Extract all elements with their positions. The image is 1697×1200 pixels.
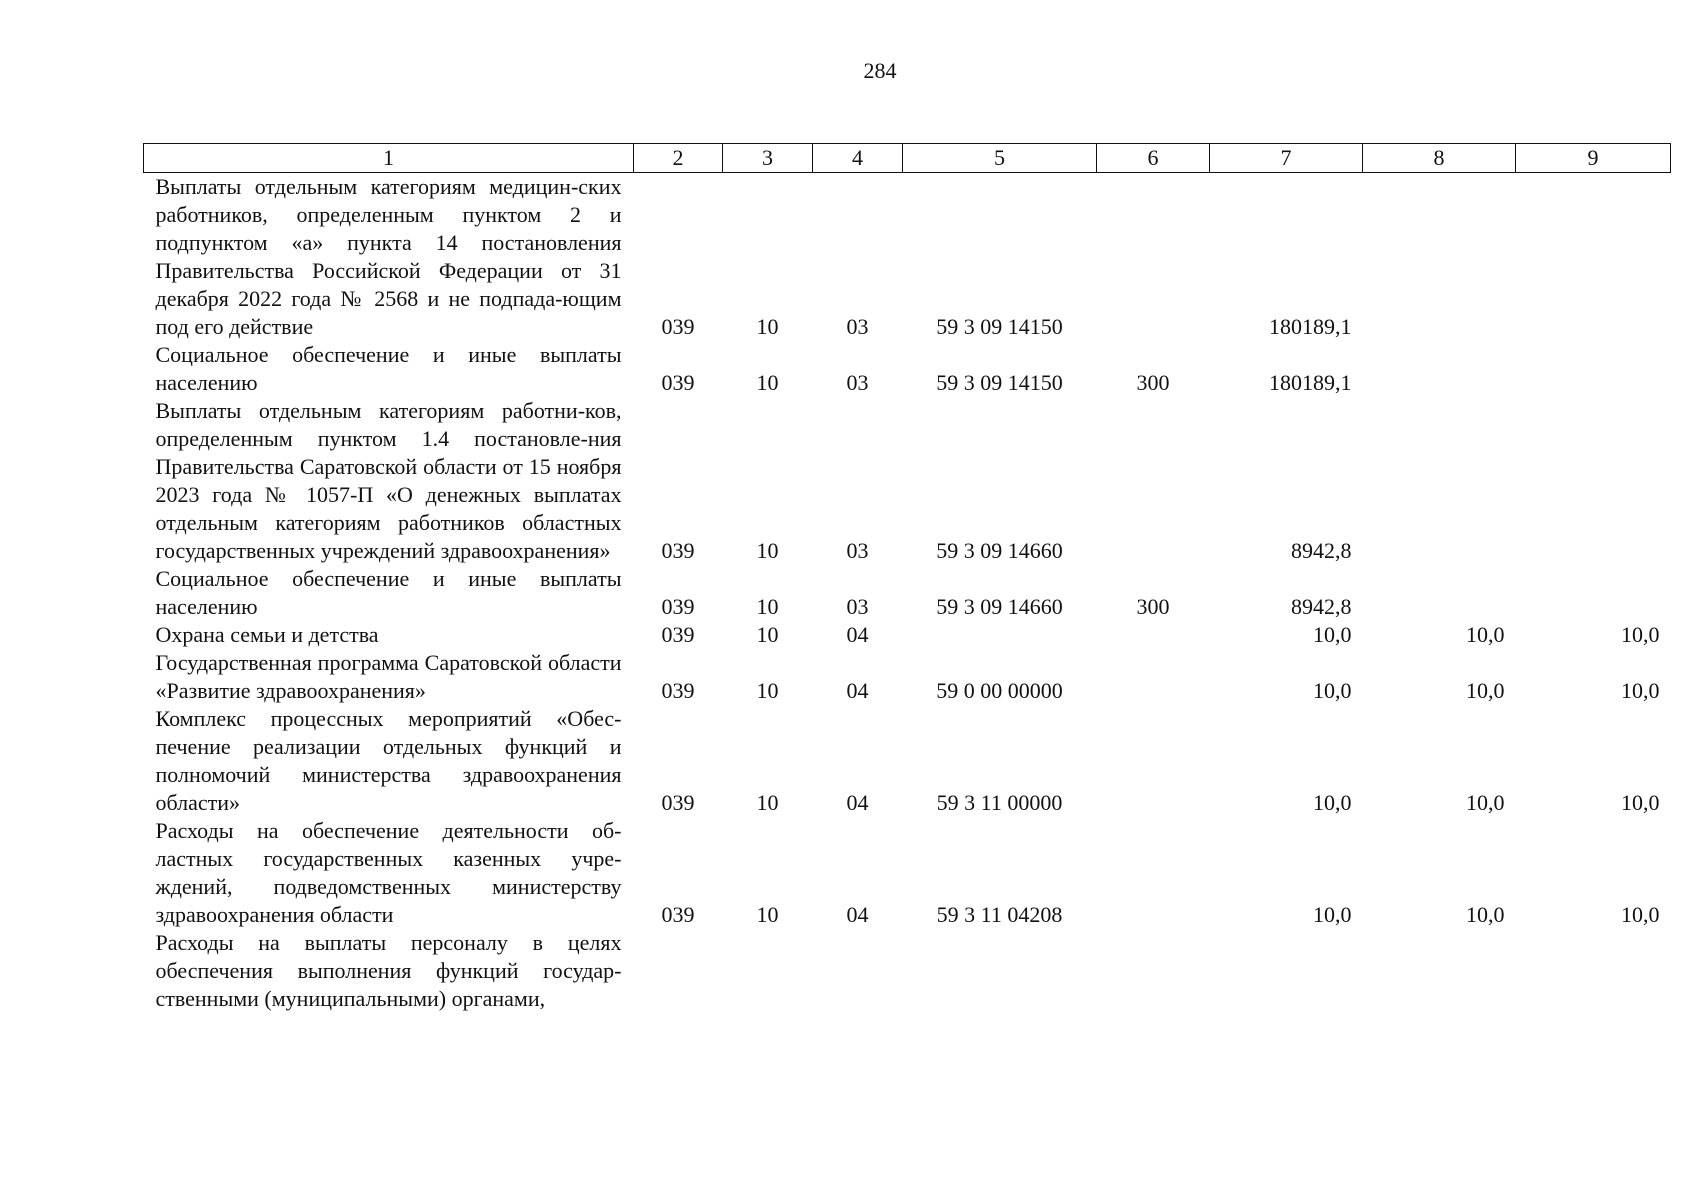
razdel-cell: 10 [756,678,779,703]
table-row [144,341,1671,397]
table-row [144,397,1671,565]
razdel-cell: 10 [756,622,779,647]
amount-col8-cell: 10,0 [1466,790,1505,815]
column-header: 3 [723,144,813,173]
ved-cell: 039 [661,902,695,927]
row-name-cell: Социальное обеспечение и иные выплаты населению [155,566,622,619]
podrazdel-cell: 04 [846,622,869,647]
column-header: 7 [1210,144,1363,173]
podrazdel-cell [813,929,903,1013]
razdel-cell: 10 [756,902,779,927]
target-article-cell: 59 3 09 14660 [936,594,1063,619]
target-article-cell [903,929,1097,1013]
column-header: 1 [144,144,634,173]
expense-type-cell: 300 [1136,370,1170,395]
target-article-cell: 59 3 11 04208 [936,902,1063,927]
row-name-cell: Расходы на выплаты персоналу в целях обеспечения выполнения функций государ-ственными (муниципальными) органами, [155,930,622,1011]
razdel-cell: 10 [756,314,779,339]
podrazdel-cell: 03 [846,594,869,619]
expense-type-cell [1097,621,1210,649]
expense-type-cell [1097,817,1210,929]
podrazdel-cell: 03 [846,538,869,563]
row-name-cell: Комплекс процессных мероприятий «Обес-печение реализации отдельных функций и полномочий министерства здравоохранения области» [155,706,622,815]
target-article-cell [903,621,1097,649]
amount-col8-cell: 10,0 [1466,902,1505,927]
razdel-cell: 10 [756,594,779,619]
row-name-cell: Государственная программа Саратовской области «Развитие здравоохранения» [155,650,622,703]
amount-col9-cell: 10,0 [1621,902,1660,927]
column-header: 6 [1097,144,1210,173]
podrazdel-cell: 04 [846,790,869,815]
amount-col7-cell: 10,0 [1313,678,1352,703]
podrazdel-cell: 04 [846,678,869,703]
ved-cell: 039 [661,622,695,647]
amount-col8-cell [1363,565,1516,621]
razdel-cell: 10 [756,790,779,815]
ved-cell [634,929,723,1013]
expense-type-cell: 300 [1136,594,1170,619]
amount-col7-cell: 180189,1 [1269,370,1352,395]
razdel-cell: 10 [756,538,779,563]
amount-col7-cell: 8942,8 [1291,538,1352,563]
table-row [144,929,1671,1013]
table-row [144,621,1671,649]
target-article-cell: 59 3 09 14660 [936,538,1063,563]
amount-col9-cell: 10,0 [1621,678,1660,703]
row-name-cell: Охрана семьи и детства [155,622,379,647]
expense-type-cell [1097,649,1210,705]
amount-col7-cell: 180189,1 [1269,314,1352,339]
ved-cell: 039 [661,594,695,619]
header-row [144,144,1671,173]
amount-col9-cell [1516,173,1671,342]
expense-type-cell [1097,173,1210,342]
expense-type-cell [1097,929,1210,1013]
column-header: 4 [813,144,903,173]
budget-table [143,143,1671,1013]
amount-col8-cell: 10,0 [1466,678,1505,703]
target-article-cell: 59 3 09 14150 [936,314,1063,339]
amount-col8-cell [1363,341,1516,397]
amount-col9-cell: 10,0 [1621,622,1660,647]
amount-col8-cell: 10,0 [1466,622,1505,647]
expense-type-cell [1097,397,1210,565]
ved-cell: 039 [661,314,695,339]
column-header: 2 [634,144,723,173]
amount-col9-cell [1516,565,1671,621]
amount-col7-cell: 10,0 [1313,790,1352,815]
ved-cell: 039 [661,370,695,395]
table-row [144,817,1671,929]
amount-col8-cell [1363,929,1516,1013]
amount-col9-cell [1516,397,1671,565]
row-name-cell: Выплаты отдельным категориям медицин-ских работников, определенным пунктом 2 и подпунктом «а» пункта 14 постановления Правительства Российской Федерации от 31 декабря 2022 года № 2568 и не подпада-ющим под его действие [155,174,622,339]
table-row [144,705,1671,817]
row-name-cell: Выплаты отдельным категориям работни-ков, определенным пунктом 1.4 постановле-ния Правительства Саратовской области от 15 ноября 2023 года № 1057-П «О денежных выплатах отдельным категориям работников областных государственных учреждений здравоохранения» [155,398,622,563]
podrazdel-cell: 04 [846,902,869,927]
page-number: 284 [863,58,897,83]
column-header: 8 [1363,144,1516,173]
column-header: 9 [1516,144,1671,173]
table-row [144,565,1671,621]
row-name-cell: Социальное обеспечение и иные выплаты населению [155,342,622,395]
target-article-cell: 59 3 11 00000 [936,790,1063,815]
podrazdel-cell: 03 [846,314,869,339]
ved-cell: 039 [661,790,695,815]
row-name-cell: Расходы на обеспечение деятельности об-ластных государственных казенных учре-ждений, подведомственных министерству здравоохранения области [155,818,622,927]
ved-cell: 039 [661,678,695,703]
amount-col9-cell [1516,341,1671,397]
podrazdel-cell: 03 [846,370,869,395]
razdel-cell: 10 [756,370,779,395]
target-article-cell: 59 0 00 00000 [936,678,1063,703]
amount-col7-cell: 10,0 [1313,622,1352,647]
amount-col7-cell [1210,929,1363,1013]
target-article-cell: 59 3 09 14150 [936,370,1063,395]
amount-col9-cell: 10,0 [1621,790,1660,815]
amount-col9-cell [1516,929,1671,1013]
column-header: 5 [903,144,1097,173]
table-row [144,173,1671,342]
razdel-cell [723,929,813,1013]
ved-cell: 039 [661,538,695,563]
amount-col8-cell [1363,397,1516,565]
amount-col7-cell: 8942,8 [1291,594,1352,619]
table-row [144,649,1671,705]
expense-type-cell [1097,705,1210,817]
amount-col8-cell [1363,173,1516,342]
amount-col7-cell: 10,0 [1313,902,1352,927]
